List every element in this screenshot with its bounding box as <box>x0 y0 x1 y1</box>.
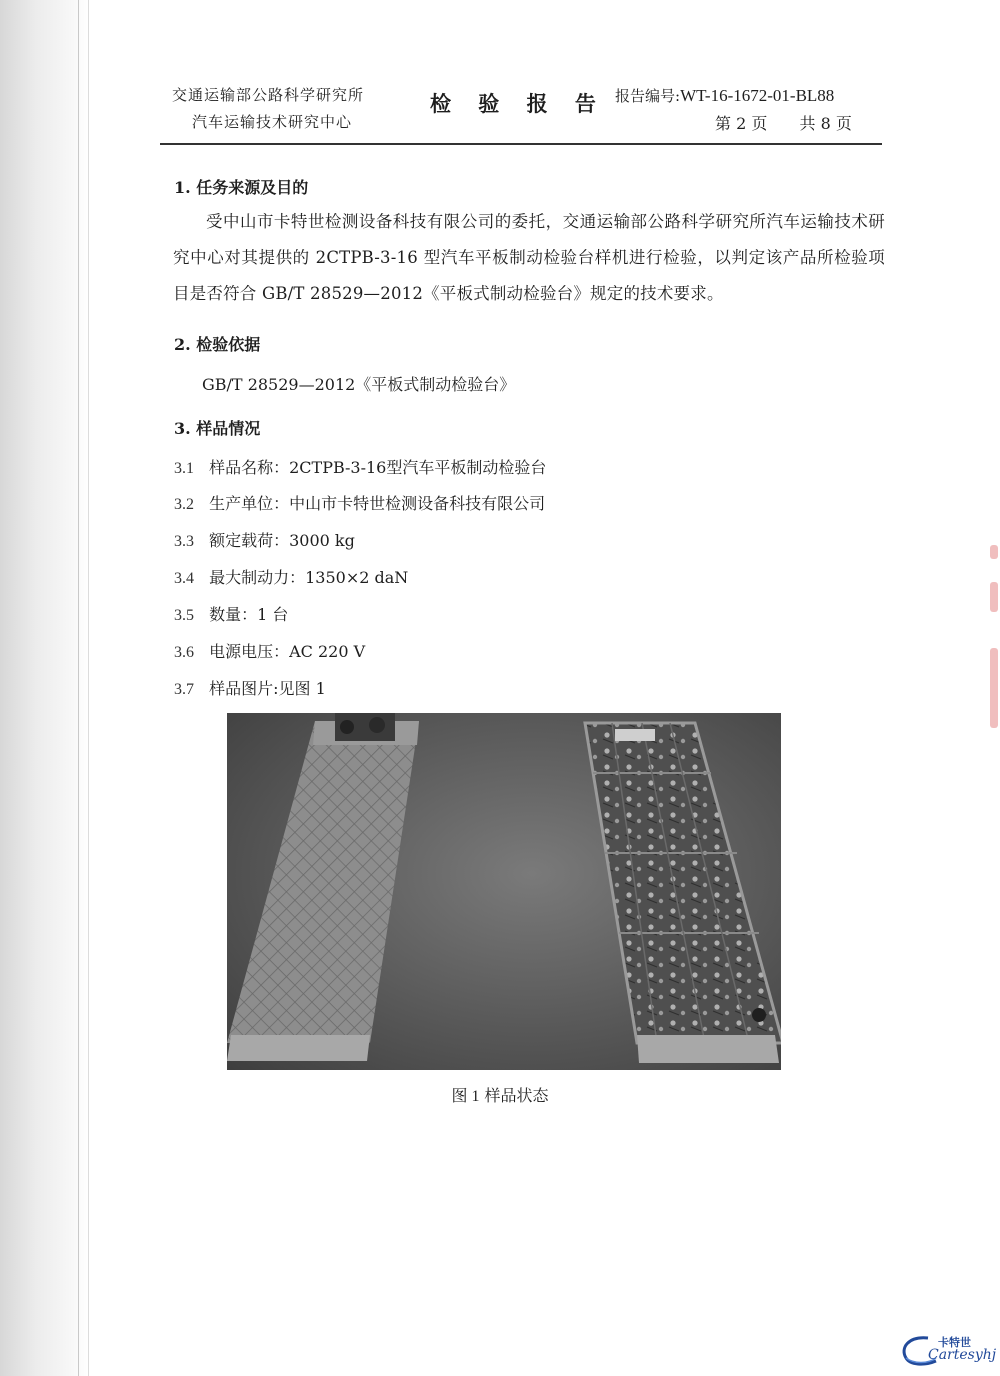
sample-photo <box>227 713 781 1070</box>
page-total: 共 8 页 <box>799 114 852 133</box>
binding-margin <box>0 0 90 1376</box>
report-header <box>160 82 882 140</box>
item-text: 最大制动力：1350×2 daN <box>209 568 409 587</box>
section-3-heading: 3. 样品情况 <box>174 419 261 438</box>
sample-photo-illustration <box>227 713 781 1070</box>
seal-fragment <box>990 648 998 728</box>
logo-text-cn: 卡特世 <box>938 1336 971 1349</box>
item-number: 3.6 <box>174 644 194 661</box>
org-line-2: 汽车运输技术研究中心 <box>192 113 353 131</box>
sample-item <box>174 528 355 551</box>
figure-number: 图 1 <box>451 1088 480 1105</box>
item-number: 3.7 <box>174 681 194 698</box>
item-number: 3.4 <box>174 570 194 587</box>
item-text: 数量：1 台 <box>209 605 289 624</box>
binding-edge-line <box>78 0 79 1376</box>
company-logo <box>898 1334 997 1370</box>
item-text: 电源电压：AC 220 V <box>209 642 366 661</box>
header-rule <box>160 143 882 145</box>
section-2-body: GB/T 28529—2012《平板式制动检验台》 <box>202 375 516 394</box>
section-1-heading: 1. 任务来源及目的 <box>174 178 309 197</box>
sample-item <box>174 491 545 514</box>
item-number: 3.5 <box>174 607 194 624</box>
item-number: 3.3 <box>174 533 194 550</box>
sample-item <box>174 639 365 662</box>
item-text: 样品名称：2CTPB-3-16型汽车平板制动检验台 <box>209 458 547 477</box>
binding-edge-line <box>88 0 89 1376</box>
sample-item <box>174 676 326 699</box>
seal-fragment <box>990 545 998 559</box>
item-number: 3.1 <box>174 460 194 477</box>
sample-item <box>174 455 546 478</box>
report-number-label: 报告编号: <box>615 87 681 105</box>
section-2-heading: 2. 检验依据 <box>174 335 261 354</box>
item-text: 额定载荷：3000 kg <box>209 531 355 550</box>
section-1-body: 受中山市卡特世检测设备科技有限公司的委托，交通运输部公路科学研究所汽车运输技术研究中心对其提供的 2CTPB-3-16 型汽车平板制动检验台样机进行检验，以判定该产品所检验项目是否符合 GB/T 28529—2012《平板式制动检验台》规定的技术要求。 <box>173 212 885 303</box>
report-number: WT-16-1672-01-BL88 <box>680 86 835 105</box>
report-title: 检 验 报 告 <box>430 91 606 116</box>
item-text: 生产单位：中山市卡特世检测设备科技有限公司 <box>209 494 546 513</box>
org-line-1: 交通运输部公路科学研究所 <box>172 86 365 104</box>
seal-fragment <box>990 582 998 612</box>
sample-item <box>174 565 408 588</box>
issuing-organization <box>172 82 412 136</box>
figure-caption <box>0 1083 1000 1106</box>
item-number: 3.2 <box>174 496 194 513</box>
report-meta <box>615 82 882 137</box>
page-current: 第 2 页 <box>715 114 768 133</box>
logo-text-en: Cartesyhj <box>928 1347 997 1363</box>
item-text: 样品图片:见图 1 <box>209 679 326 698</box>
figure-caption-text: 样品状态 <box>484 1086 549 1105</box>
sample-item <box>174 602 288 625</box>
